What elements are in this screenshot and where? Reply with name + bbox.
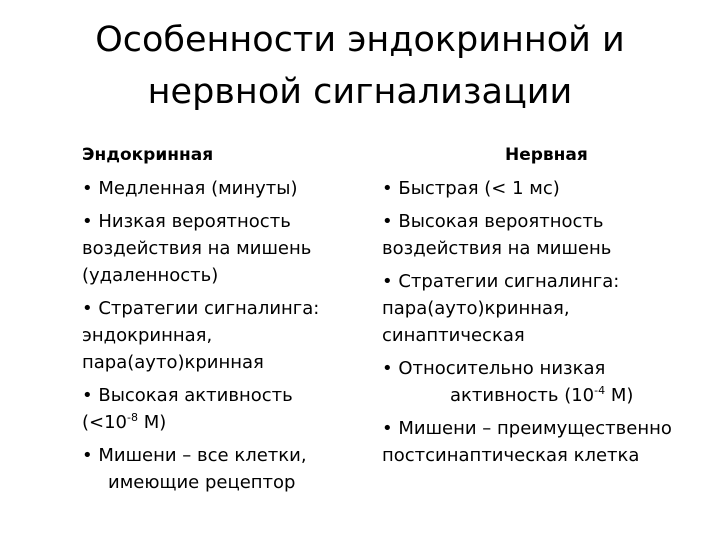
slide-title — [0, 14, 720, 118]
concentration-prefix: (<10 — [82, 412, 128, 433]
list-item-text: имеющие рецептор — [108, 472, 296, 493]
list-item-text: • Медленная (минуты) — [82, 178, 298, 199]
concentration-prefix: активность (10 — [450, 385, 595, 406]
list-item-text: • Высокая вероятность — [382, 211, 604, 232]
list-item-text: пара(ауто)кринная, — [382, 298, 570, 319]
concentration-suffix: М) — [137, 412, 167, 433]
list-item-text: • Низкая вероятность — [82, 211, 291, 232]
list-item-text: пара(ауто)кринная — [82, 352, 264, 373]
list-item-text: • Стратегии сигналинга: — [82, 298, 320, 319]
list-item-text: • Стратегии сигналинга: — [382, 271, 620, 292]
concentration-exponent: -4 — [594, 384, 606, 397]
list-item — [82, 382, 362, 436]
list-item — [382, 268, 712, 349]
list-item — [82, 175, 362, 202]
list-item-text: синаптическая — [382, 325, 525, 346]
list-item-text: • Быстрая (< 1 мс) — [382, 178, 560, 199]
list-item-text — [82, 409, 362, 436]
list-item-text: • Высокая активность — [82, 385, 293, 406]
list-item-text: • Мишени – преимущественно — [382, 418, 672, 439]
right-column-heading: Нервная — [505, 145, 588, 165]
list-item-text — [382, 382, 712, 409]
list-item — [382, 175, 712, 202]
list-item-text: • Относительно низкая — [382, 358, 606, 379]
list-item-text: (удаленность) — [82, 265, 219, 286]
list-item-text: эндокринная, — [82, 325, 213, 346]
list-item — [82, 295, 362, 376]
list-item-text: воздействия на мишень — [82, 238, 312, 259]
list-item — [382, 208, 712, 262]
list-item — [382, 415, 712, 469]
list-item-text: • Мишени – все клетки, — [82, 445, 307, 466]
left-column-list — [82, 175, 362, 502]
title-line-2: нервной сигнализации — [147, 72, 573, 112]
concentration-suffix: М) — [605, 385, 634, 406]
list-item — [382, 355, 712, 409]
list-item-text: постсинаптическая клетка — [382, 445, 640, 466]
left-column-heading: Эндокринная — [82, 145, 214, 165]
right-column-list — [382, 175, 712, 475]
concentration-exponent: -8 — [127, 411, 138, 424]
list-item-text: воздействия на мишень — [382, 238, 612, 259]
list-item — [82, 442, 362, 496]
list-item — [82, 208, 362, 289]
title-line-1: Особенности эндокринной и — [95, 20, 625, 60]
